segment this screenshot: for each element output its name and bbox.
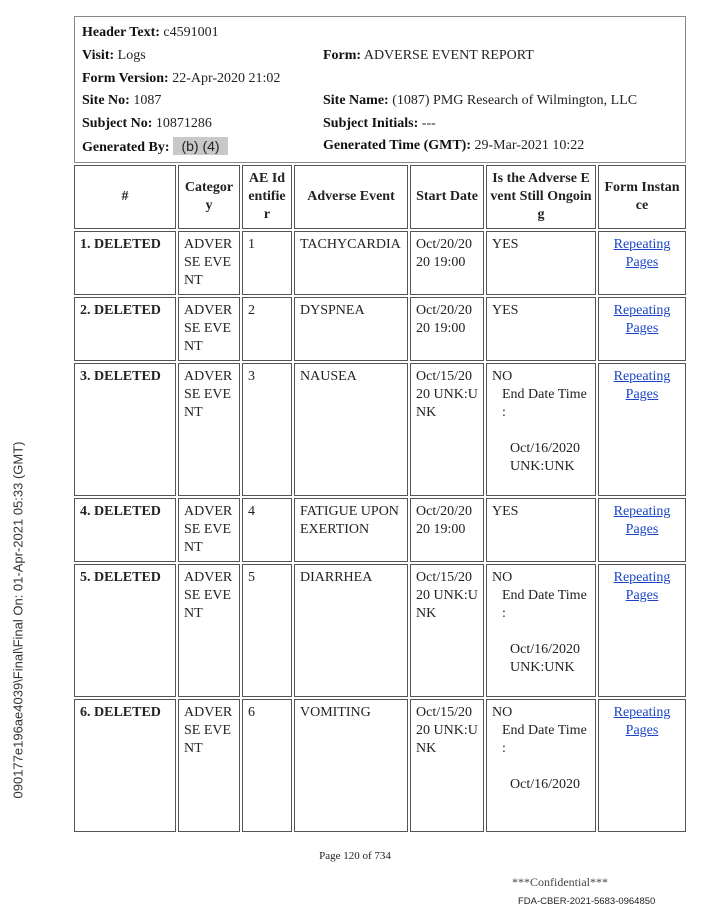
adverse-events-table-wrapper <box>72 163 688 860</box>
table-row <box>74 363 686 496</box>
end-date-value: Oct/16/2020 UNK:UNK <box>510 642 580 675</box>
redaction: (b) (4) <box>173 137 227 155</box>
ongoing-cell <box>486 363 596 496</box>
ongoing-value: NO <box>492 369 513 384</box>
start-date-cell: Oct/15/2020 UNK:UNK <box>410 564 484 697</box>
ae-identifier-cell: 3 <box>242 363 292 496</box>
form-instance-cell <box>598 363 686 496</box>
ongoing-cell <box>486 297 596 361</box>
table-header-row <box>74 165 686 229</box>
form-version: Form Version: 22-Apr-2020 21:02 <box>82 71 281 86</box>
row-number: 3. DELETED <box>74 363 176 496</box>
column-header: Form Instance <box>598 165 686 229</box>
ongoing-value: NO <box>492 570 513 585</box>
start-date-cell: Oct/20/2020 19:00 <box>410 231 484 295</box>
ae-identifier-cell: 5 <box>242 564 292 697</box>
category-cell: ADVERSE EVENT <box>178 231 240 295</box>
ongoing-cell <box>486 699 596 832</box>
end-date-label: End Date Time : <box>502 588 587 621</box>
end-date-label: End Date Time : <box>502 387 587 420</box>
ongoing-cell <box>486 498 596 562</box>
row-number: 1. DELETED <box>74 231 176 295</box>
repeating-pages-link[interactable]: Repeating Pages <box>613 570 671 603</box>
start-date-cell: Oct/15/2020 UNK:UNK <box>410 699 484 832</box>
side-document-id: 090177e196ae4039\Final\Final On: 01-Apr-2021 05:33 (GMT) <box>10 441 26 799</box>
ae-identifier-cell: 1 <box>242 231 292 295</box>
adverse-event-cell: NAUSEA <box>294 363 408 496</box>
ongoing-value: YES <box>492 303 519 318</box>
report-header <box>74 16 686 163</box>
adverse-event-cell: FATIGUE UPON EXERTION <box>294 498 408 562</box>
generated-by: Generated By: (b) (4) <box>82 138 228 156</box>
end-date-value: Oct/16/2020 <box>510 777 580 792</box>
ae-identifier-cell: 2 <box>242 297 292 361</box>
adverse-events-table <box>72 163 688 834</box>
confidential-label: ***Confidential*** <box>512 875 608 889</box>
table-row <box>74 699 686 832</box>
repeating-pages-link[interactable]: Repeating Pages <box>613 369 671 402</box>
row-number: 6. DELETED <box>74 699 176 832</box>
row-number: 4. DELETED <box>74 498 176 562</box>
table-row <box>74 231 686 295</box>
ongoing-value: YES <box>492 504 519 519</box>
form-instance-cell <box>598 564 686 697</box>
form-instance-cell <box>598 231 686 295</box>
column-header: Is the Adverse Event Still Ongoing <box>486 165 596 229</box>
repeating-pages-link[interactable]: Repeating Pages <box>613 237 671 270</box>
adverse-event-cell: TACHYCARDIA <box>294 231 408 295</box>
form-instance-cell <box>598 699 686 832</box>
category-cell: ADVERSE EVENT <box>178 699 240 832</box>
site-no: Site No: 1087 <box>82 93 162 108</box>
start-date-cell: Oct/20/2020 19:00 <box>410 297 484 361</box>
form-instance-cell <box>598 498 686 562</box>
end-date-label: End Date Time : <box>502 723 587 756</box>
ae-identifier-cell: 6 <box>242 699 292 832</box>
column-header: AE Identifier <box>242 165 292 229</box>
ongoing-value: YES <box>492 237 519 252</box>
category-cell: ADVERSE EVENT <box>178 498 240 562</box>
ongoing-value: NO <box>492 705 513 720</box>
visit: Visit: Logs <box>82 48 146 63</box>
table-row <box>74 498 686 562</box>
table-row <box>74 564 686 697</box>
site-name: Site Name: (1087) PMG Research of Wilmington, LLC <box>323 93 638 108</box>
header-text: Header Text: c4591001 <box>82 25 219 40</box>
row-number: 2. DELETED <box>74 297 176 361</box>
column-header: Category <box>178 165 240 229</box>
row-number: 5. DELETED <box>74 564 176 697</box>
adverse-event-cell: VOMITING <box>294 699 408 832</box>
table-row <box>74 297 686 361</box>
end-date-value: Oct/16/2020 UNK:UNK <box>510 441 580 474</box>
subject-initials: Subject Initials: --- <box>323 116 436 131</box>
ongoing-cell <box>486 231 596 295</box>
repeating-pages-link[interactable]: Repeating Pages <box>613 504 671 537</box>
start-date-cell: Oct/15/2020 UNK:UNK <box>410 363 484 496</box>
form-name: Form: ADVERSE EVENT REPORT <box>323 48 534 63</box>
adverse-event-cell: DIARRHEA <box>294 564 408 697</box>
generated-time: Generated Time (GMT): 29-Mar-2021 10:22 <box>323 138 585 153</box>
page-number: Page 120 of 734 <box>319 850 391 862</box>
form-instance-cell <box>598 297 686 361</box>
ongoing-cell <box>486 564 596 697</box>
category-cell: ADVERSE EVENT <box>178 564 240 697</box>
subject-no: Subject No: 10871286 <box>82 116 212 131</box>
category-cell: ADVERSE EVENT <box>178 363 240 496</box>
column-header: Adverse Event <box>294 165 408 229</box>
category-cell: ADVERSE EVENT <box>178 297 240 361</box>
repeating-pages-link[interactable]: Repeating Pages <box>613 303 671 336</box>
repeating-pages-link[interactable]: Repeating Pages <box>613 705 671 738</box>
adverse-event-cell: DYSPNEA <box>294 297 408 361</box>
fda-document-id: FDA-CBER-2021-5683-0964850 <box>518 896 656 907</box>
ae-identifier-cell: 4 <box>242 498 292 562</box>
column-header: # <box>74 165 176 229</box>
start-date-cell: Oct/20/2020 19:00 <box>410 498 484 562</box>
column-header: Start Date <box>410 165 484 229</box>
